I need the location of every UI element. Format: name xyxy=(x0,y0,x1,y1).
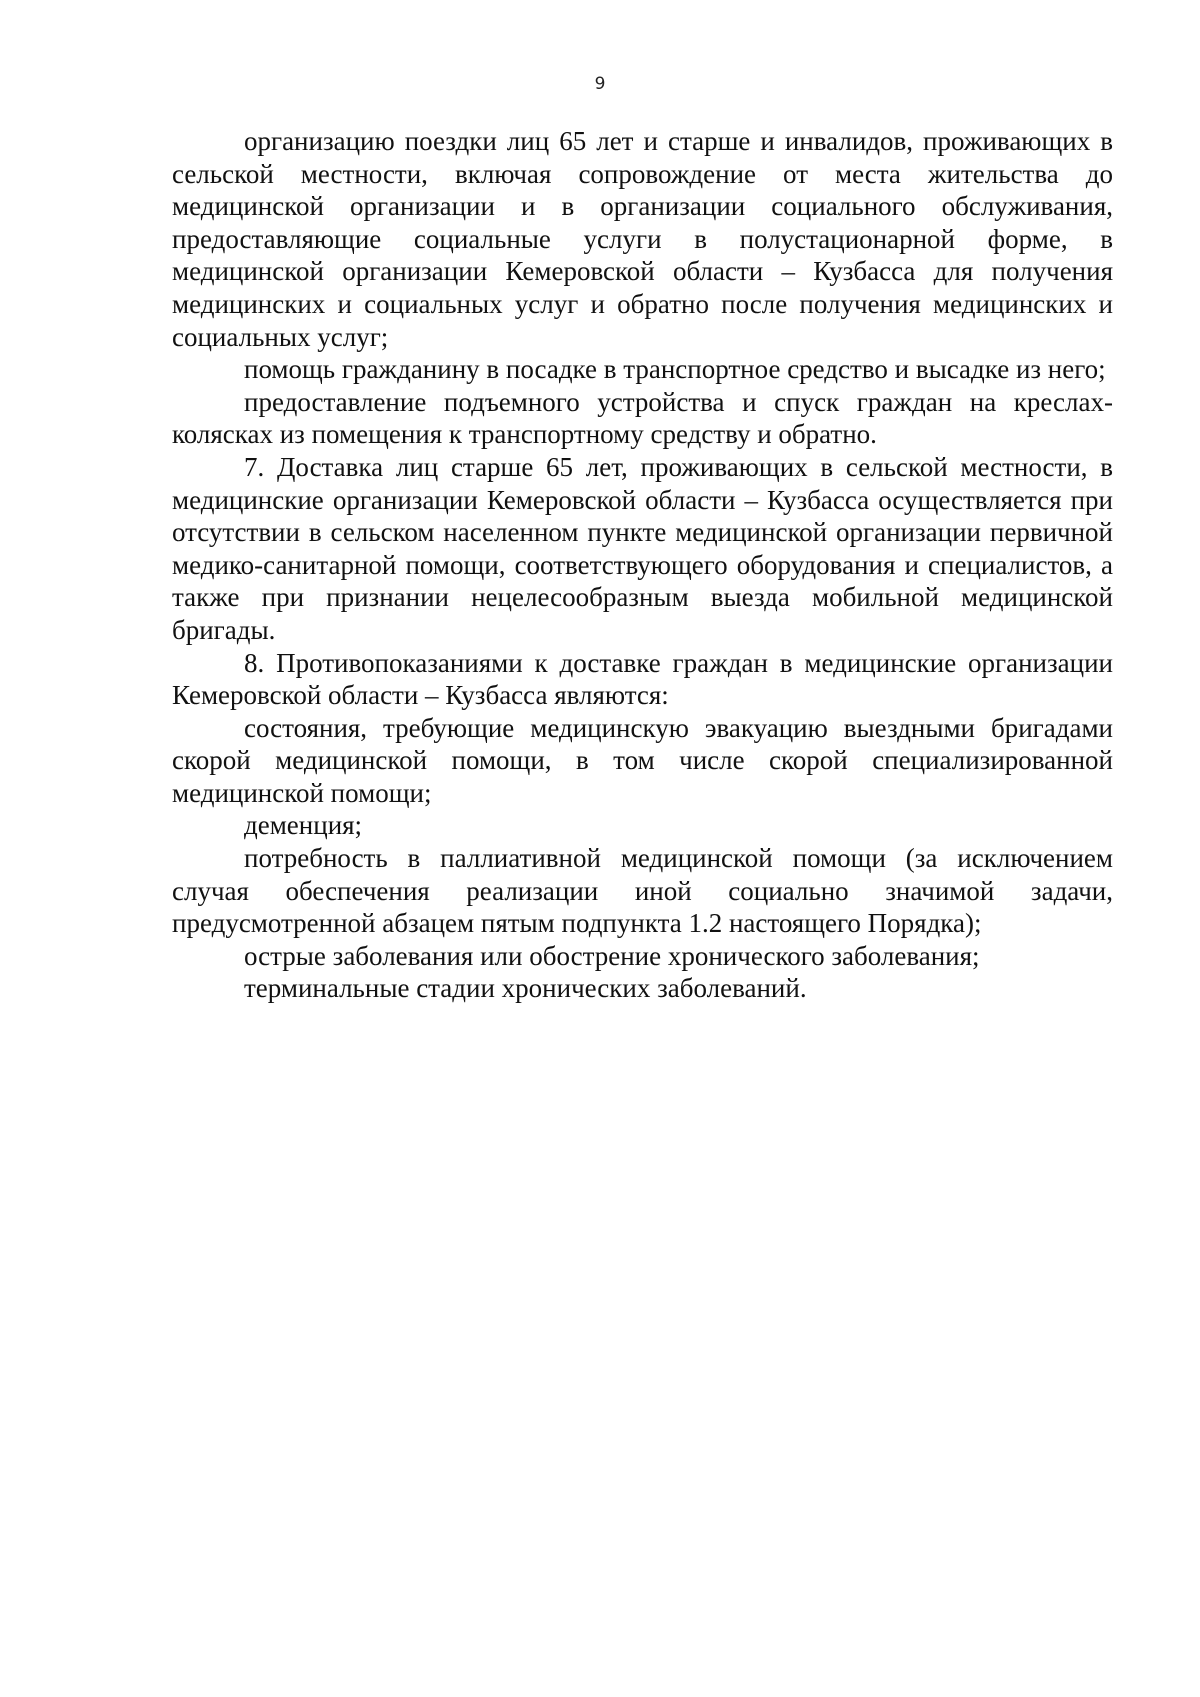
paragraph-palliative-care: потребность в паллиативной медицинской помощи (за исключением случая обеспечения реализации иной социально значимой задачи, предусмотренной абзацем пятым подпункта 1.2 настоящего Порядка); xyxy=(172,843,1113,939)
page-number: 9 xyxy=(594,74,606,94)
paragraph-lifting-device: предоставление подъемного устройства и спуск граждан на креслах-колясках из помещения к транспортному средству и обратно. xyxy=(172,386,1113,450)
paragraph-boarding-assistance: помощь гражданину в посадке в транспортное средство и высадке из него; xyxy=(244,354,1106,385)
document-body xyxy=(172,125,1113,1005)
paragraph-emergency-evacuation: состояния, требующие медицинскую эвакуацию выездными бригадами скорой медицинской помощи, в том числе скорой специализированной медицинской помощи; xyxy=(172,712,1113,808)
paragraph-terminal-stages: терминальные стадии хронических заболеваний. xyxy=(244,973,807,1004)
paragraph-acute-diseases: острые заболевания или обострение хронического заболевания; xyxy=(244,940,980,971)
paragraph-dementia: деменция; xyxy=(244,810,363,841)
paragraph-trip-organization: организацию поездки лиц 65 лет и старше и инвалидов, проживающих в сельской местности, включая сопровождение от места жительства до медицинской организации и в организации социального обслуживания, предоставляющие социальные услуги в полустационарной форме, в медицинской организации Кемеровской области – Кузбасса для получения медицинских и социальных услуг и обратно после получения медицинских и социальных услуг; xyxy=(172,126,1113,352)
paragraph-item-8: 8. Противопоказаниями к доставке граждан в медицинские организации Кемеровской области – Кузбасса являются: xyxy=(172,647,1113,711)
paragraph-item-7: 7. Доставка лиц старше 65 лет, проживающих в сельской местности, в медицинские организации Кемеровской области – Кузбасса осуществляется при отсутствии в сельском населенном пункте медицинской организации первичной медико-санитарной помощи, соответствующего оборудования и специалистов, а также при признании нецелесообразным выезда мобильной медицинской бригады. xyxy=(172,451,1113,645)
